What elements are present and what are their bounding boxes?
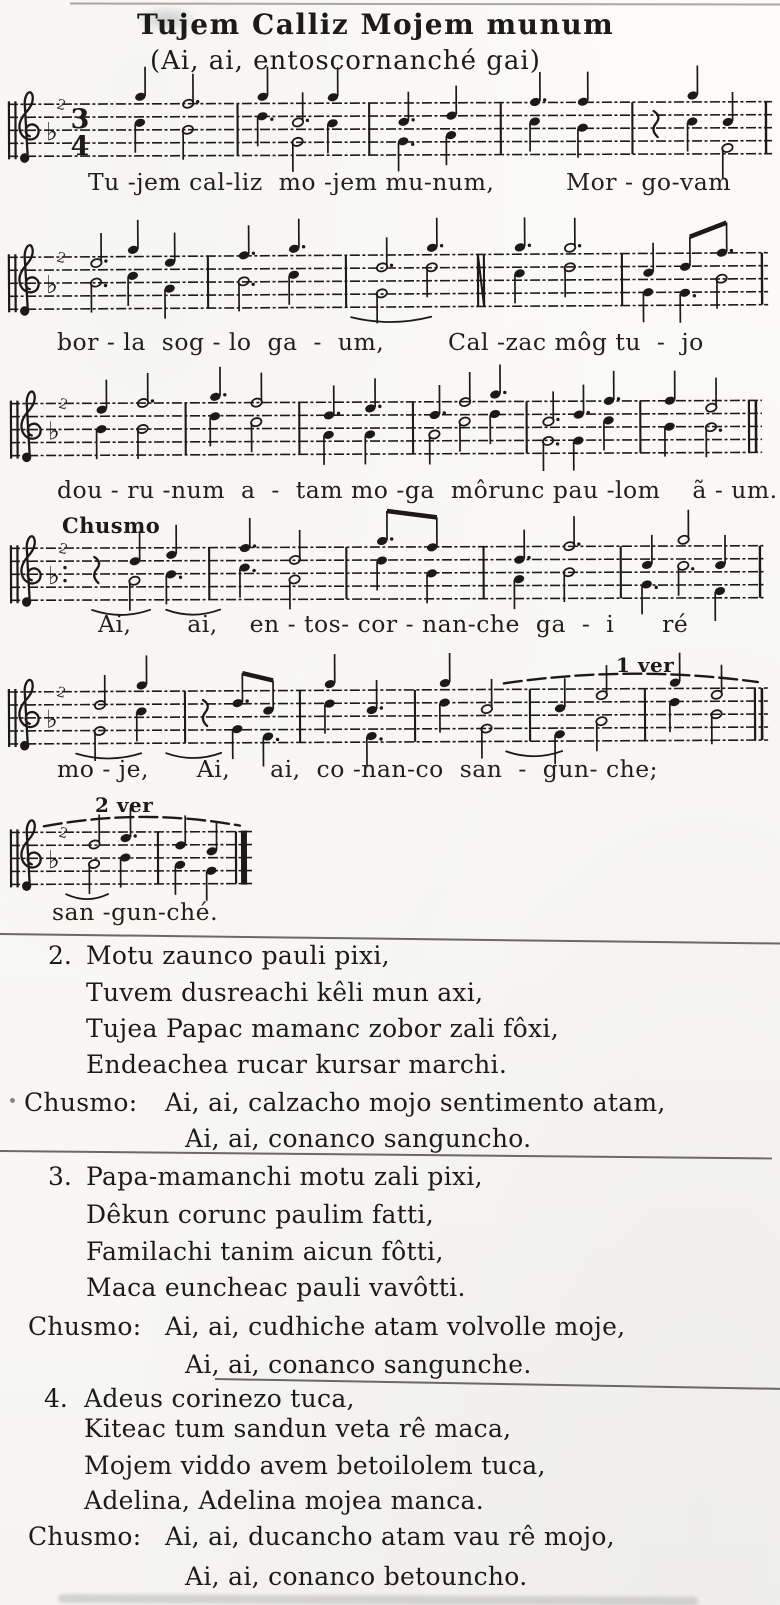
verse-3-line-3: Familachi tanim aicun fôtti, xyxy=(86,1237,444,1266)
staff-lyric-5: mo - je, Ai, ai, co -nan-co san - gun- che; xyxy=(57,755,659,783)
chorus-4-label: Chusmo: xyxy=(28,1522,142,1551)
svg-text:2: 2 xyxy=(54,96,68,115)
chorus-4-line-1: Ai, ai, ducancho atam vau rê mojo, xyxy=(165,1522,615,1551)
bleed-through-band xyxy=(58,1594,698,1605)
chorus-3-line-1: Ai, ai, cudhiche atam volvolle moje, xyxy=(165,1312,626,1341)
staff-lyric-6: san -gun-ché. xyxy=(52,898,219,926)
chorus-2-label: Chusmo: xyxy=(24,1088,138,1117)
verse-4-line-1: Adeus corinezo tuca, xyxy=(84,1384,355,1413)
verse-3-number: 3. xyxy=(48,1162,72,1191)
verse-3-line-2: Dêkun corunc paulim fatti, xyxy=(86,1200,434,1229)
verse-3-line-4: Maca euncheac pauli vavôtti. xyxy=(86,1273,466,1302)
svg-text:2: 2 xyxy=(54,684,68,703)
staff-lyric-4: Ai, ai, en - tos- cor - nan-che ga - i ré xyxy=(98,610,689,638)
svg-text:♭: ♭ xyxy=(47,416,60,446)
verse-4-line-3: Mojem viddo avem betoilolem tuca, xyxy=(84,1451,546,1480)
svg-text:♭: ♭ xyxy=(45,270,58,300)
staff-lyric-2: bor - la sog - lo ga - um, Cal -zac môg tu - jo xyxy=(57,328,704,356)
svg-text:4: 4 xyxy=(70,131,90,163)
page-title: Tujem Calliz Mojem munum xyxy=(137,8,615,41)
staff-lyric-1: Tu -jem cal-liz mo -jem mu-num, Mor - go-vam xyxy=(88,168,732,196)
chorus-2-line-1: Ai, ai, calzacho mojo sentimento atam, xyxy=(165,1088,666,1117)
staff-label-2ver: 2 ver xyxy=(95,793,154,817)
verse-2-number: 2. xyxy=(48,941,72,970)
staff-label-chusmo: Chusmo xyxy=(62,513,161,538)
svg-text:3: 3 xyxy=(70,104,90,136)
staff-lyric-3: dou - ru -num a - tam mo -ga môrunc pau -lom ã - um. xyxy=(57,476,778,504)
verse-4-line-2: Kiteac tum sandun veta rê maca, xyxy=(84,1414,512,1443)
verse-2-line-1: Motu zaunco pauli pixi, xyxy=(86,941,390,970)
svg-text:♭: ♭ xyxy=(47,845,60,875)
verse-4-number: 4. xyxy=(44,1384,68,1413)
svg-text:♭: ♭ xyxy=(45,117,58,147)
verse-2-line-2: Tuvem dusreachi kêli mun axi, xyxy=(86,978,484,1007)
svg-text:2: 2 xyxy=(54,249,68,268)
chorus-3-line-2: Ai, ai, conanco sangunche. xyxy=(185,1350,532,1379)
svg-text:2: 2 xyxy=(56,395,70,414)
svg-text:♭: ♭ xyxy=(47,561,60,591)
verse-2-line-3: Tujea Papac mamanc zobor zali fôxi, xyxy=(86,1014,559,1043)
chorus-3-label: Chusmo: xyxy=(28,1312,142,1341)
verse-2-line-4: Endeachea rucar kursar marchi. xyxy=(86,1050,508,1079)
ink-speck xyxy=(10,1098,15,1103)
verse-4-line-4: Adelina, Adelina mojea manca. xyxy=(84,1486,484,1515)
chorus-2-line-2: Ai, ai, conanco sanguncho. xyxy=(185,1124,532,1153)
svg-text:2: 2 xyxy=(56,540,70,559)
page-subtitle: (Ai, ai, entoscornanché gai) xyxy=(150,46,541,76)
page-edge-rule xyxy=(70,3,780,5)
staff-system-3 xyxy=(8,360,765,493)
staff-label-1ver: 1 ver xyxy=(616,653,675,677)
verse-3-line-1: Papa-mamanchi motu zali pixi, xyxy=(86,1162,483,1191)
svg-text:♭: ♭ xyxy=(45,704,58,734)
chorus-4-line-2: Ai, ai, conanco betouncho. xyxy=(185,1562,528,1591)
svg-text:2: 2 xyxy=(56,824,70,843)
